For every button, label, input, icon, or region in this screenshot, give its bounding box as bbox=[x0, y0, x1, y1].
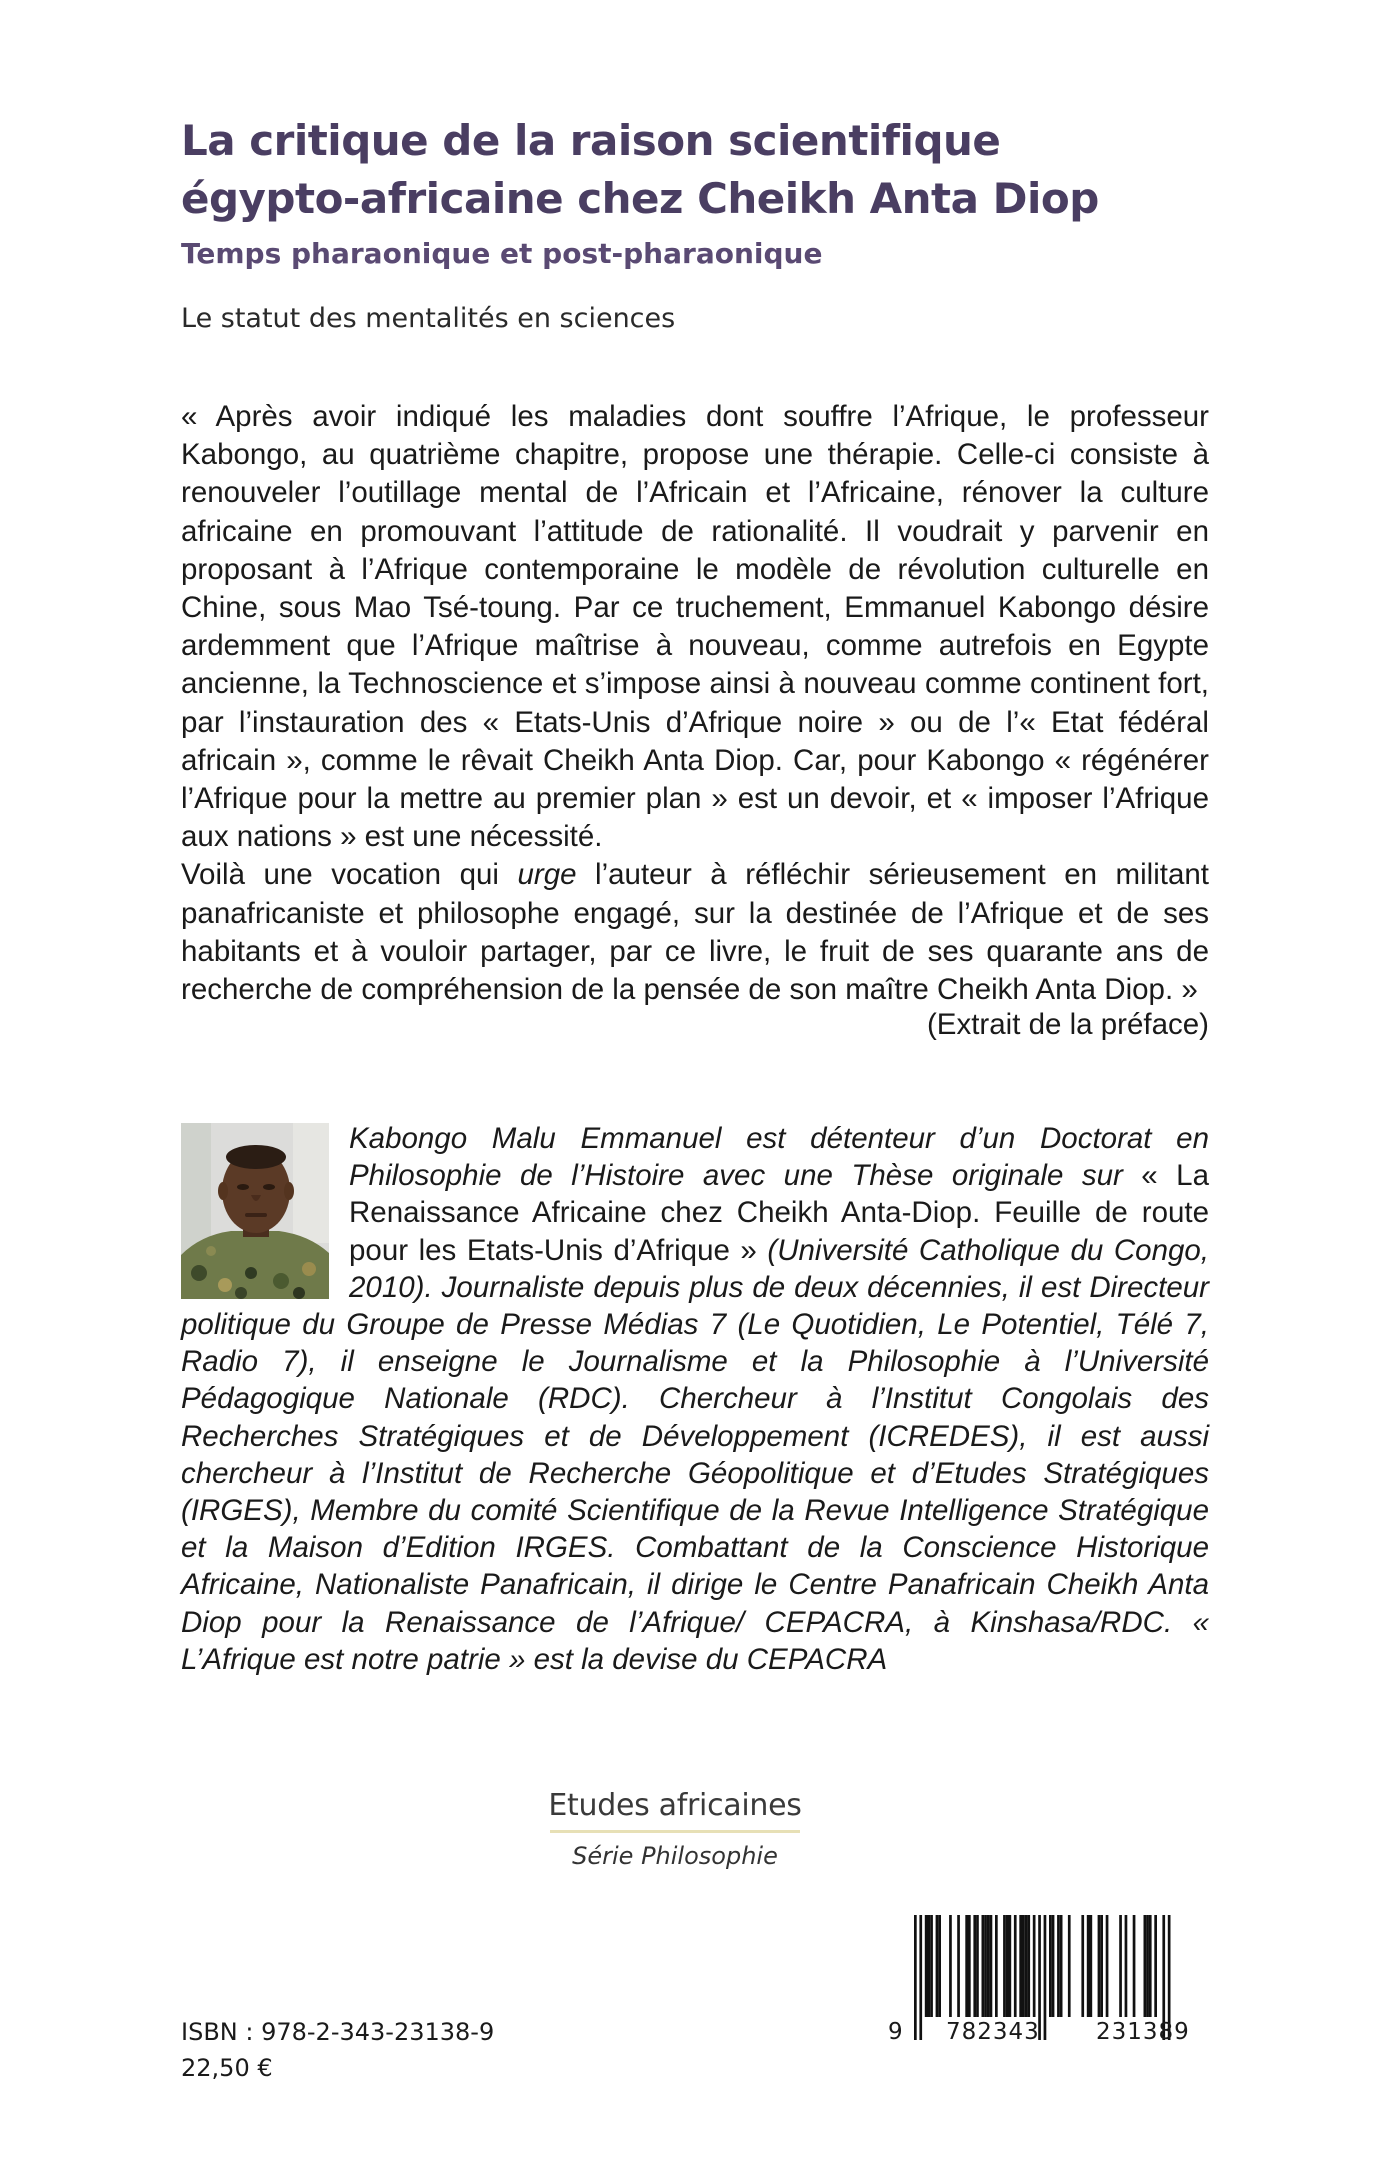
series-label bbox=[540, 1786, 810, 1873]
barcode-bar bbox=[1087, 1915, 1090, 2017]
barcode-bar bbox=[1003, 1915, 1006, 2017]
author-bio-intro: Kabongo Malu Emmanuel est détenteur d’un Doctorat en Philosophie de l’Histoire avec une Thèse originale sur bbox=[349, 1122, 1209, 1193]
barcode-bar bbox=[990, 1915, 993, 2017]
barcode-bar bbox=[1009, 1915, 1012, 2017]
barcode-bar bbox=[1027, 1915, 1030, 2017]
barcode-bar bbox=[982, 1915, 985, 2017]
excerpt-paragraph-2-start: Voilà une vocation qui bbox=[181, 858, 518, 892]
book-title-line-1: La critique de la raison scientifique bbox=[181, 116, 1001, 165]
barcode-bar bbox=[1057, 1915, 1060, 2017]
barcode-bar bbox=[957, 1915, 960, 2017]
author-photo bbox=[181, 1123, 329, 1299]
barcode-bar bbox=[984, 1915, 987, 2017]
book-title-line-2: égypto-africaine chez Cheikh Anta Diop bbox=[181, 174, 1099, 223]
barcode-bar bbox=[1049, 1915, 1052, 2017]
barcode-bar bbox=[925, 1915, 928, 2017]
barcode-bar bbox=[968, 1915, 971, 2017]
barcode-bar bbox=[1146, 1915, 1149, 2017]
barcode-bar bbox=[1125, 1915, 1128, 2017]
barcode-bar bbox=[1014, 1915, 1017, 2017]
barcode-bar bbox=[1106, 1915, 1109, 2017]
barcode-bar bbox=[1119, 1915, 1122, 2017]
excerpt-paragraph-2-end: l’auteur à réfléchir sérieusement en militant panafricaniste et philosophe engagé, sur la destinée de l’Afrique et de ses habitants et à vouloir partager, par ce livre, le fruit de ses quarante ans de recherche de compréhension de la pensée de son maître Cheikh Anta Diop. » bbox=[181, 858, 1209, 1007]
barcode-bar bbox=[930, 1915, 933, 2017]
price: 22,50 € bbox=[181, 2054, 273, 2082]
barcode-bar bbox=[1149, 1915, 1152, 2017]
barcode-bar bbox=[1090, 1915, 1093, 2017]
excerpt-emphasis: urge bbox=[517, 858, 577, 892]
barcode-bar bbox=[1068, 1915, 1071, 2017]
barcode-bar bbox=[987, 1915, 990, 2017]
author-bio-text bbox=[181, 1120, 1209, 1678]
isbn-number: ISBN : 978-2-343-23138-9 bbox=[181, 2018, 495, 2046]
barcode-bar bbox=[1154, 1915, 1157, 2017]
author-bio-body: (Université Catholique du Congo, 2010). Journaliste depuis plus de deux décennies, il est Directeur politique du Groupe de Presse Médias 7 (Le Quotidien, Le Potentiel, Télé 7, Radio 7), il enseigne le Journalisme et la Philosophie à l’Université Pédagogique Nationale (RDC). Chercheur à l’Institut Congolais des Recherches Stratégiques et de Développement (ICREDES), il est aussi chercheur à l’Institut de Recherche Géopolitique et d’Etudes Stratégiques (IRGES), Membre du comité Scientifique de la Revue Intelligence Stratégique et la Maison d’Edition IRGES. Combattant de la Conscience Historique Africaine, Nationaliste Panafricain, il dirige le Centre Panafricain Cheikh Anta Diop pour la Renaissance de l’Afrique/ CEPACRA, à Kinshasa/RDC. « L’Afrique est notre patrie » est la devise du CEPACRA bbox=[181, 1233, 1209, 1676]
barcode-bar bbox=[973, 1915, 976, 2017]
author-bio bbox=[181, 1120, 1209, 1678]
barcode-bar bbox=[1060, 1915, 1063, 2017]
barcode-digits-left: 782343 bbox=[946, 2019, 1040, 2045]
preface-excerpt bbox=[181, 398, 1209, 1009]
isbn-price-block bbox=[181, 2014, 494, 2086]
barcode-bar bbox=[1081, 1915, 1084, 2017]
barcode-bar bbox=[1098, 1915, 1101, 2017]
barcode-bar bbox=[936, 1915, 939, 2017]
barcode-bar bbox=[1144, 1915, 1147, 2017]
barcode-bar bbox=[1052, 1915, 1055, 2017]
barcode-bar bbox=[928, 1915, 931, 2017]
excerpt-attribution: (Extrait de la préface) bbox=[926, 1008, 1209, 1041]
excerpt-paragraph-1: « Après avoir indiqué les maladies dont souffre l’Afrique, le professeur Kabongo, au quatrième chapitre, propose une thérapie. Celle-ci consiste à renouveler l’outillage mental de l’Africain et l’Africaine, rénover la culture africaine en promouvant l’attitude de rationalité. Il voudrait y parvenir en proposant à l’Afrique contemporaine le modèle de révolution culturelle en Chine, sous Mao Tsé-toung. Par ce truchement, Emmanuel Kabongo désire ardemment que l’Afrique maîtrise à nouveau, comme autrefois en Egypte ancienne, la Technoscience et s’impose ainsi à nouveau comme continent fort, par l’instauration des « Etats-Unis d’Afrique noire » ou de l’« Etat fédéral africain », comme le rêvait Cheikh Anta Diop. Car, pour Kabongo « régénérer l’Afrique pour la mettre au premier plan » est un devoir, et « imposer l’Afrique aux nations » est une nécessité. bbox=[181, 400, 1209, 854]
barcode-bar bbox=[1025, 1915, 1028, 2017]
barcode-digits-right: 231389 bbox=[1096, 2019, 1190, 2045]
barcode-bar bbox=[995, 1915, 998, 2017]
barcode-bar bbox=[1019, 1915, 1022, 2017]
barcode-bar bbox=[1033, 1915, 1036, 2017]
barcode-bar bbox=[976, 1915, 979, 2017]
book-subtitle: Temps pharaonique et post-pharaonique bbox=[181, 237, 823, 270]
book-tagline: Le statut des mentalités en sciences bbox=[181, 303, 676, 334]
barcode-bar bbox=[1100, 1915, 1103, 2017]
book-title bbox=[181, 112, 1241, 228]
barcode-bar bbox=[949, 1915, 952, 2017]
series-subtitle: Série Philosophie bbox=[572, 1842, 778, 1870]
barcode-bar bbox=[1006, 1915, 1009, 2017]
barcode-bar bbox=[1133, 1915, 1136, 2017]
barcode-bar bbox=[938, 1915, 941, 2017]
barcode-bar bbox=[965, 1915, 968, 2017]
series-divider bbox=[550, 1830, 800, 1833]
barcode-digits bbox=[886, 2019, 1216, 2049]
author-thesis-title: « La Renaissance Africaine chez Cheikh Anta-Diop. Feuille de route pour les Etats-Unis d’Afrique » bbox=[349, 1159, 1209, 1267]
series-name: Etudes africaines bbox=[548, 1788, 802, 1823]
barcode-digit-first: 9 bbox=[888, 2019, 904, 2045]
excerpt-paragraph-2 bbox=[181, 856, 1209, 1009]
barcode-bar bbox=[1022, 1915, 1025, 2017]
